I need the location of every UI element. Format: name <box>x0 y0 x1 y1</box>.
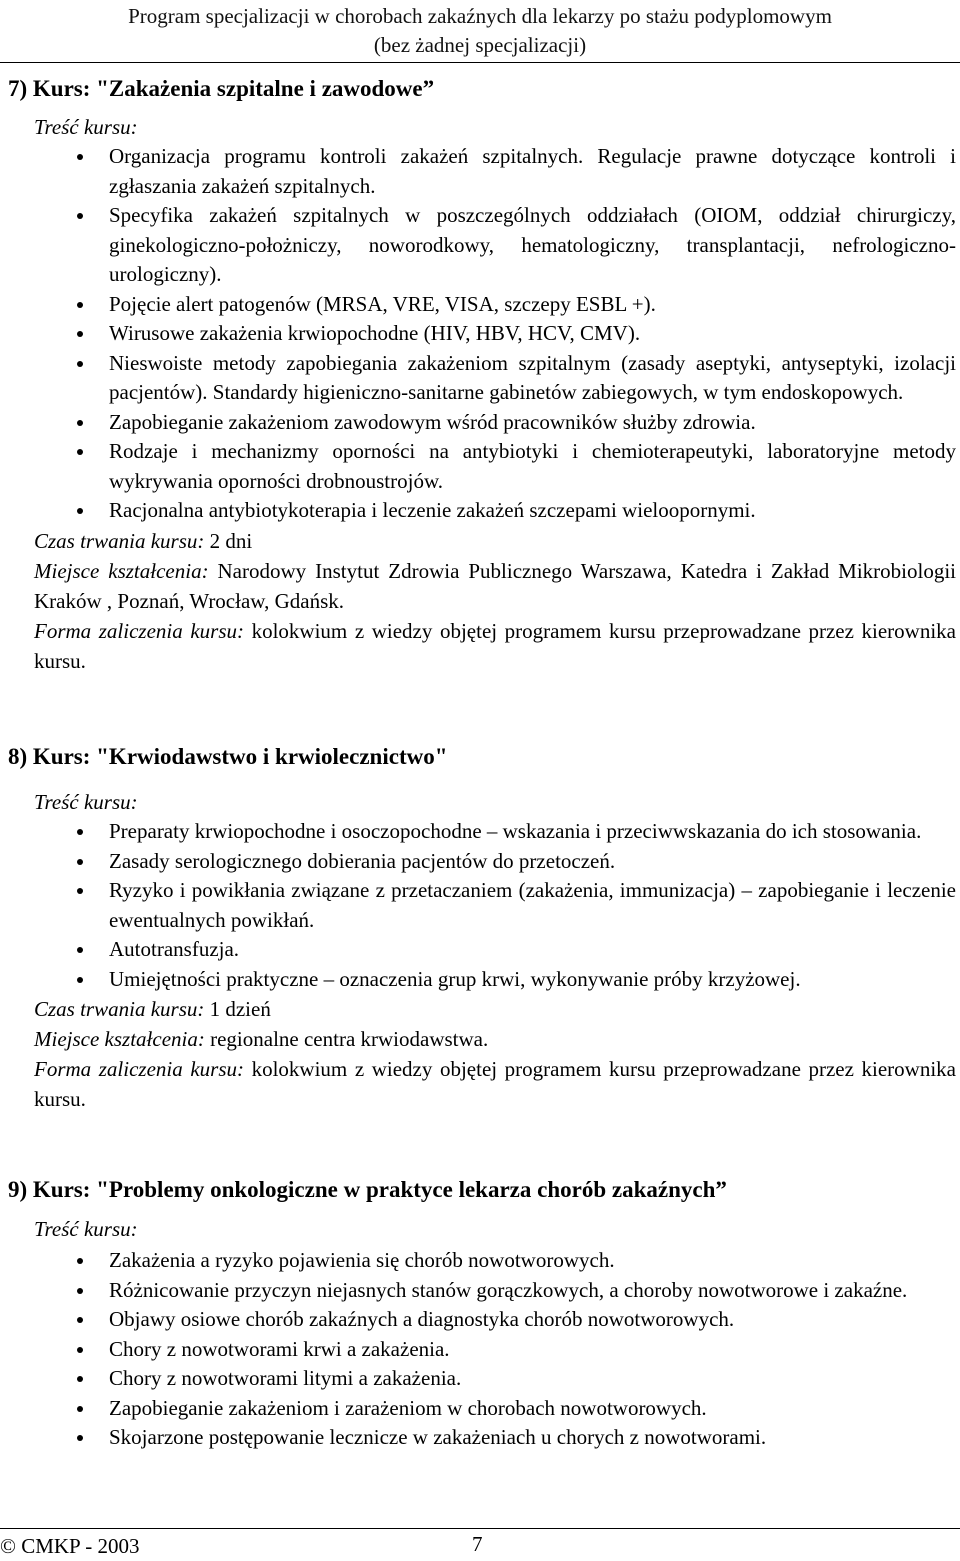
list-item <box>109 935 956 965</box>
bullet-icon <box>77 1258 83 1264</box>
list-item-text: Chory z nowotworami krwi a zakażenia. <box>109 1336 450 1361</box>
list-item-text: Chory z nowotworami litymi a zakażenia. <box>109 1366 462 1390</box>
list-item-text: Zakażenia a ryzyko pojawienia się chorób nowotworowych. <box>109 1248 615 1272</box>
list-item-text: Skojarzone postępowanie lecznicze w zakażeniach u chorych z nowotworami. <box>109 1425 767 1449</box>
duration-value: 1 dzień <box>204 997 271 1021</box>
place-label: Miejsce kształcenia: <box>34 1027 205 1051</box>
bullet-icon <box>77 361 83 367</box>
duration-value: 2 dni <box>204 528 253 553</box>
course-items <box>0 817 960 994</box>
duration <box>34 526 956 556</box>
form-value: kolokwium z wiedzy objętej programem kursu przeprowadzane przez kierownika kursu. <box>34 618 956 673</box>
list-item-text: Specyfika zakażeń szpitalnych w poszczególnych oddziałach (OIOM, oddział chirurgiczy, ginekologiczno-położniczy, noworodkowy, hematologiczny, transplantacji, nefrologiczno-urologiczny). <box>109 203 956 286</box>
bullet-icon <box>77 829 83 835</box>
form-label: Forma zaliczenia kursu: <box>34 1057 244 1081</box>
list-item-text: Ryzyko i powikłania związane z przetaczaniem (zakażenia, immunizacja) – zapobieganie i leczenie ewentualnych powikłań. <box>109 878 956 932</box>
course-title: 9) Kurs: "Problemy onkologiczne w praktyce lekarza chorób zakaźnych” <box>8 1177 727 1202</box>
content-label: Treść kursu: <box>34 115 138 139</box>
list-item <box>109 1423 956 1453</box>
list-item-text: Zasady serologicznego dobierania pacjentów do przetoczeń. <box>109 848 616 873</box>
list-item-text: Preparaty krwiopochodne i osoczopochodne – wskazania i przeciwwskazania do ich stosowania. <box>109 819 922 843</box>
duration <box>34 994 956 1024</box>
bullet-icon <box>77 449 83 455</box>
place <box>34 1024 956 1054</box>
list-item-text: Autotransfuzja. <box>109 937 240 961</box>
list-item <box>109 1335 956 1365</box>
list-item <box>109 1394 956 1424</box>
content-label: Treść kursu: <box>34 1217 138 1241</box>
footer-rule <box>0 1528 960 1529</box>
header-rule <box>0 62 960 63</box>
duration-label: Czas trwania kursu: <box>34 528 205 553</box>
list-item <box>109 1305 956 1335</box>
form-label: Forma zaliczenia kursu: <box>34 618 244 643</box>
list-item-text: Rodzaje i mechanizmy oporności na antybiotyki i chemioterapeutyki, laboratoryjne metody wykrywania oporności drobnoustrojów. <box>109 439 956 493</box>
copyright: © CMKP - 2003 <box>0 1534 140 1558</box>
bullet-icon <box>77 977 83 983</box>
list-item-text: Umiejętności praktyczne – oznaczenia grup krwi, wykonywanie próby krzyżowej. <box>109 966 801 991</box>
bullet-icon <box>77 947 83 953</box>
form <box>34 616 956 676</box>
header-subtitle: (bez żadnej specjalizacji) <box>373 33 587 57</box>
list-item <box>109 965 956 995</box>
list-item <box>109 437 956 496</box>
list-item-text: Zapobieganie zakażeniom i zarażeniom w chorobach nowotworowych. <box>109 1395 707 1420</box>
course-title: 7) Kurs: "Zakażenia szpitalne i zawodowe” <box>8 76 435 101</box>
form <box>34 1054 956 1114</box>
bullet-icon <box>77 420 83 426</box>
list-item-text: Zapobieganie zakażeniom zawodowym wśród pracowników służby zdrowia. <box>109 409 756 434</box>
list-item <box>109 496 956 526</box>
course-section-7 <box>0 75 960 676</box>
list-item <box>109 817 956 847</box>
list-item <box>109 1364 956 1394</box>
list-item-text: Pojęcie alert patogenów (MRSA, VRE, VISA, szczepy ESBL +). <box>109 291 656 316</box>
list-item <box>109 290 956 320</box>
page-footer <box>0 1528 960 1561</box>
bullet-icon <box>77 859 83 865</box>
list-item <box>109 847 956 877</box>
bullet-icon <box>77 508 83 514</box>
list-item-text: Racjonalna antybiotykoterapia i leczenie zakażeń szczepami wieloopornymi. <box>109 498 756 522</box>
bullet-icon <box>77 888 83 894</box>
list-item <box>109 1276 956 1306</box>
bullet-icon <box>77 1317 83 1323</box>
bullet-icon <box>77 154 83 160</box>
course-title: 8) Kurs: "Krwiodawstwo i krwiolecznictwo" <box>8 744 448 769</box>
content-label: Treść kursu: <box>34 790 138 814</box>
form-value: kolokwium z wiedzy objętej programem kursu przeprowadzane przez kierownika kursu. <box>34 1057 956 1111</box>
bullet-icon <box>77 1288 83 1294</box>
place <box>34 556 956 616</box>
course-items <box>0 1246 960 1453</box>
list-item <box>109 201 956 290</box>
bullet-icon <box>77 1376 83 1382</box>
course-section-9 <box>0 1176 960 1453</box>
bullet-icon <box>77 331 83 337</box>
course-items <box>0 142 960 526</box>
bullet-icon <box>77 302 83 308</box>
list-item <box>109 142 956 201</box>
bullet-icon <box>77 1406 83 1412</box>
list-item <box>109 408 956 438</box>
list-item-text: Nieswoiste metody zapobiegania zakażeniom szpitalnym (zasady aseptyki, antyseptyki, izolacji pacjentów). Standardy higieniczno-sanitarne gabinetów zabiegowych, w tym endoskopowych. <box>109 350 956 404</box>
page-number: 7 <box>472 1532 483 1556</box>
list-item-text: Różnicowanie przyczyn niejasnych stanów gorączkowych, a choroby nowotworowe i zakaźne. <box>109 1277 908 1302</box>
list-item-text: Organizacja programu kontroli zakażeń szpitalnych. Regulacje prawne dotyczące kontroli i zgłaszania zakażeń szpitalnych. <box>109 144 956 198</box>
list-item <box>109 349 956 408</box>
list-item <box>109 1246 956 1276</box>
course-section-8 <box>0 743 960 1114</box>
bullet-icon <box>77 1347 83 1353</box>
duration-label: Czas trwania kursu: <box>34 997 205 1021</box>
bullet-icon <box>77 213 83 219</box>
place-value: Narodowy Instytut Zdrowia Publicznego Warszawa, Katedra i Zakład Mikrobiologii Kraków , Poznań, Wrocław, Gdańsk. <box>34 558 956 613</box>
list-item <box>109 876 956 935</box>
list-item-text: Objawy osiowe chorób zakaźnych a diagnostyka chorób nowotworowych. <box>109 1307 735 1331</box>
header-title: Program specjalizacji w chorobach zakaźnych dla lekarzy po stażu podyplomowym <box>128 4 832 28</box>
bullet-icon <box>77 1435 83 1441</box>
list-item <box>109 319 956 349</box>
page-header <box>0 2 960 60</box>
list-item-text: Wirusowe zakażenia krwiopochodne (HIV, HBV, HCV, CMV). <box>109 321 641 345</box>
place-label: Miejsce kształcenia: <box>34 558 209 583</box>
place-value: regionalne centra krwiodawstwa. <box>204 1027 489 1051</box>
